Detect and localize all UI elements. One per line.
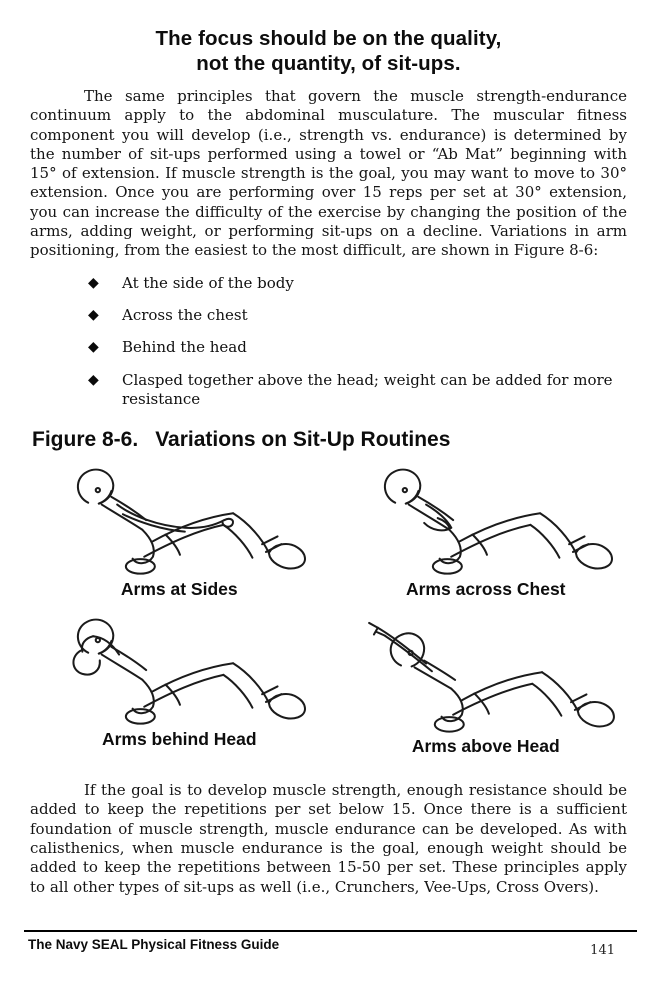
figure-title: Variations on Sit-Up Routines [155,428,451,452]
page-title [0,0,657,76]
list-item-text: Across the chest [122,305,248,324]
situp-arms-across-chest-illustration [350,464,622,578]
situp-arms-at-sides-illustration [43,464,315,578]
page-title-line1: The focus should be on the quality, [155,27,502,50]
figure-caption: Arms behind Head [101,729,257,750]
list-item-text: At the side of the body [122,273,294,292]
figure-caption: Arms across Chest [405,579,566,600]
list-item [30,306,627,325]
list-item [30,274,627,293]
figure-label: Figure 8-6. [32,428,139,452]
figure-panel-arms-above-head [333,614,640,757]
closing-paragraph: If the goal is to develop muscle strength, enough resistance should be added to keep the repetitions per set below 15. Once there is a sufficient foundation of muscle strength, muscle endurance can be developed. As with calisthenics, when muscle endurance is the goal, enough weight should be added to keep the repetitions between 15-50 per set. These principles apply to all other types of sit-ups as well (i.e., Crunchers, Vee-Ups, Cross Overs). [30,781,627,896]
figure-panel-arms-behind-head [26,614,333,757]
situp-arms-behind-head-illustration [43,614,315,728]
list-item-text: Clasped together above the head; weight can be added for more resistance [122,370,613,408]
figure-panel-arms-at-sides [26,464,333,600]
footer-rule [24,930,637,932]
diamond-bullet-icon: ◆ [88,339,99,356]
situp-arms-above-head-illustration [350,621,622,735]
intro-paragraph: The same principles that govern the muscle strength-endurance continuum apply to the abdominal musculature. The muscular fitness component you will develop (i.e., strength vs. endurance) is determined by the number of sit-ups performed using a towel or “Ab Mat” beginning with 15° of extension. If muscle strength is the goal, you may want to move to 30° extension. Once you are performing over 15 reps per set at 30° extension, you can increase the difficulty of the exercise by changing the position of the arms, adding weight, or performing sit-ups on a decline. Variations in arm positioning, from the easiest to the most difficult, are shown in Figure 8-6: [30,87,627,260]
list-item [30,371,627,410]
page-footer [24,930,637,958]
figure-caption: Arms above Head [411,736,560,757]
footer-book-title: The Navy SEAL Physical Fitness Guide [28,937,280,952]
diamond-bullet-icon: ◆ [88,371,99,388]
list-item-text: Behind the head [122,338,247,357]
figure-heading [32,428,627,452]
diamond-bullet-icon: ◆ [88,274,99,291]
figure-caption: Arms at Sides [120,579,238,600]
page-number: 141 [590,943,615,958]
diamond-bullet-icon: ◆ [88,306,99,323]
figure-panel-arms-across-chest [333,464,640,600]
arm-position-list [30,274,627,409]
page-title-line2: not the quantity, of sit-ups. [196,52,461,75]
figure-8-6 [26,464,639,757]
list-item [30,338,627,357]
